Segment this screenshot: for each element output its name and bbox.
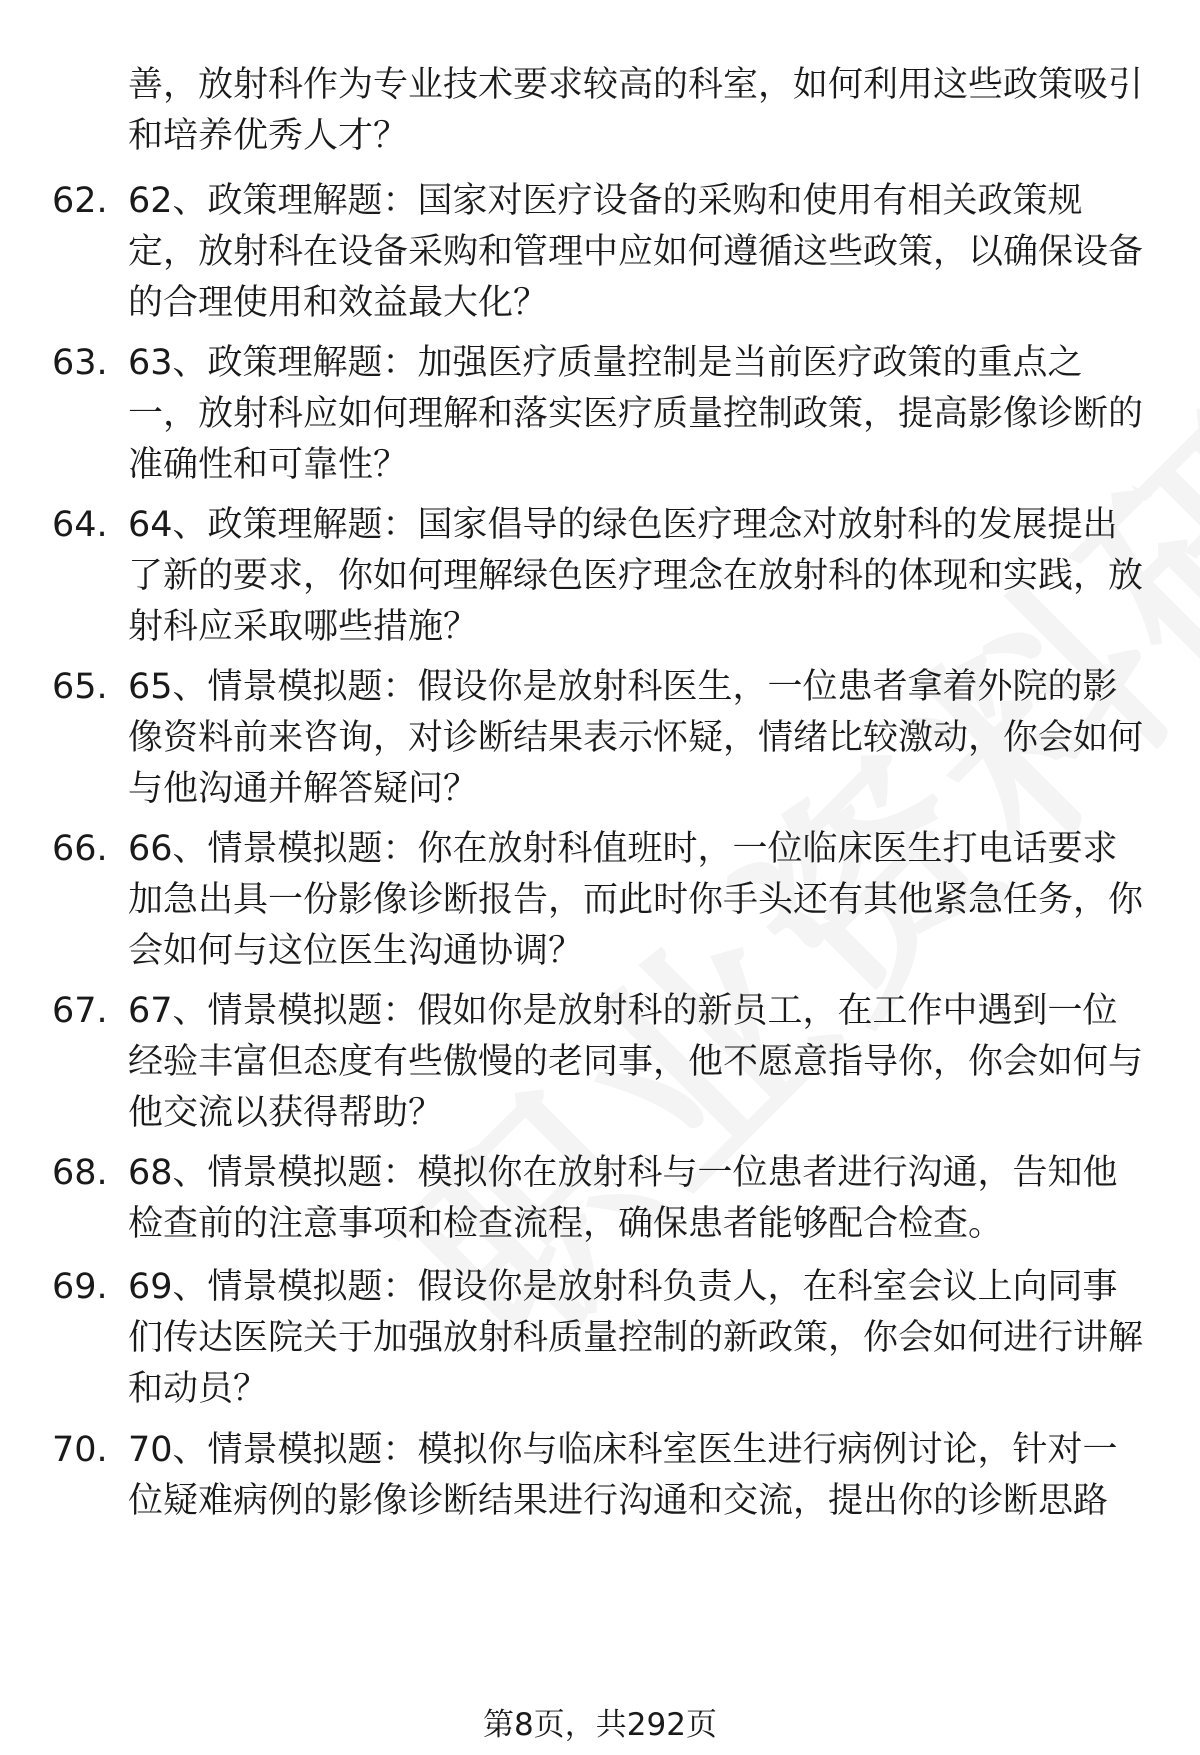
continuation-text: 善，放射科作为专业技术要求较高的科室，如何利用这些政策吸引和培养优秀人才？ [128,65,1144,156]
question-number: 68. [52,1153,108,1193]
question-text: 65、情景模拟题：假设你是放射科医生，一位患者拿着外院的影像资料前来咨询，对诊断结果表示怀疑，情绪比较激动，你会如何与他沟通并解答疑问？ [128,667,1144,809]
question-text: 63、政策理解题：加强医疗质量控制是当前医疗政策的重点之一，放射科应如何理解和落实医疗质量控制政策，提高影像诊断的准确性和可靠性？ [128,343,1144,485]
question-number: 63. [52,343,108,383]
question-number: 70. [52,1430,108,1470]
question-text: 67、情景模拟题：假如你是放射科的新员工，在工作中遇到一位经验丰富但态度有些傲慢的老同事，他不愿意指导你，你会如何与他交流以获得帮助？ [128,991,1144,1133]
question-text: 64、政策理解题：国家倡导的绿色医疗理念对放射科的发展提出了新的要求，你如何理解绿色医疗理念在放射科的体现和实践，放射科应采取哪些措施？ [128,505,1144,647]
question-number: 65. [52,667,108,707]
question-text: 62、政策理解题：国家对医疗设备的采购和使用有相关政策规定，放射科在设备采购和管理中应如何遵循这些政策，以确保设备的合理使用和效益最大化？ [128,181,1144,323]
question-number: 62. [52,181,108,221]
question-number: 69. [52,1267,108,1307]
question-text: 68、情景模拟题：模拟你在放射科与一位患者进行沟通，告知他检查前的注意事项和检查流程，确保患者能够配合检查。 [128,1153,1118,1244]
question-number: 66. [52,829,108,869]
page-footer: 第8页，共292页 [483,1707,717,1743]
question-text: 70、情景模拟题：模拟你与临床科室医生进行病例讨论，针对一位疑难病例的影像诊断结果进行沟通和交流，提出你的诊断思路 [128,1430,1118,1521]
question-text: 69、情景模拟题：假设你是放射科负责人，在科室会议上向同事们传达医院关于加强放射科质量控制的新政策，你会如何进行讲解和动员？ [128,1267,1144,1409]
question-number: 67. [52,991,108,1031]
question-text: 66、情景模拟题：你在放射科值班时，一位临床医生打电话要求加急出具一份影像诊断报告，而此时你手头还有其他紧急任务，你会如何与这位医生沟通协调？ [128,829,1144,971]
question-number: 64. [52,505,108,545]
